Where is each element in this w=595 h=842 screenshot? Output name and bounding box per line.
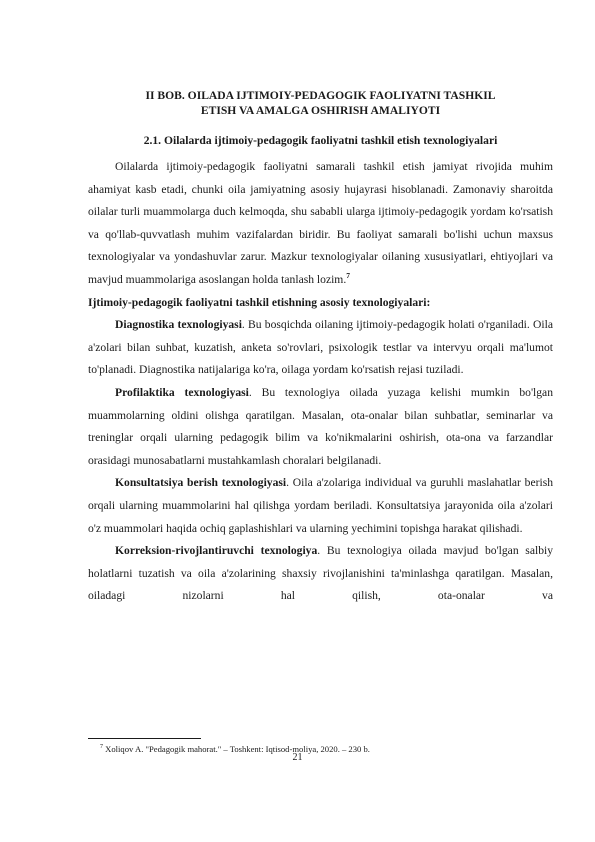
item-paragraph-consultation bbox=[88, 472, 553, 540]
page-number: 21 bbox=[292, 752, 303, 763]
page-content bbox=[88, 88, 553, 608]
item-term: Profilaktika texnologiyasi bbox=[115, 385, 249, 399]
item-paragraph-diagnostics bbox=[88, 314, 553, 382]
chapter-title-line-2: ETISH VA AMALGA OSHIRISH AMALIYOTI bbox=[200, 104, 441, 117]
chapter-title bbox=[88, 88, 553, 118]
item-term: Diagnostika texnologiyasi bbox=[115, 318, 242, 332]
item-text: . Bu bosqichda oilaning ijtimoiy-pedagogik holati o'rganiladi. Oila a'zolari bilan suhbat, kuzatish, anketa so'rovlari, psixologik testlar va intervyu orqali ma'lumot to'planadi. Diagnostika natijalariga ko'ra, oilaga yordam ko'rsatish rejasi tuziladi. bbox=[88, 318, 553, 377]
item-paragraph-correction bbox=[88, 540, 553, 608]
item-text: . Bu texnologiya oilada yuzaga kelishi mumkin bo'lgan muammolarning oldini olishga qaratilgan. Masalan, ota-onalar bilan suhbatlar, seminarlar va treninglar orqali ularning pedagogik bilim va ko'nikmalarini oshirish, ota-ona va farzandlar orasidagi munosabatlarni mustahkamlash choralari belgilanadi. bbox=[88, 385, 553, 467]
footnote-reference[interactable]: 7 bbox=[346, 271, 350, 281]
intro-paragraph bbox=[88, 156, 553, 292]
item-paragraph-prevention bbox=[88, 382, 553, 472]
footnote-number: 7 bbox=[100, 744, 103, 750]
technologies-subheading: Ijtimoiy-pedagogik faoliyatni tashkil etishning asosiy texnologiyalari: bbox=[88, 295, 431, 309]
item-term: Konsultatsiya berish texnologiyasi bbox=[115, 476, 287, 490]
section-title: 2.1. Oilalarda ijtimoiy-pedagogik faoliyatni tashkil etish texnologiyalari bbox=[143, 134, 498, 147]
intro-text: Oilalarda ijtimoiy-pedagogik faoliyatni samarali tashkil etish jamiyat rivojida muhim ahamiyat kasb etadi, chunki oila jamiyatning asosiy hujayrasi hisoblanadi. Zamonaviy sharoitda oilalar turli muammolarga duch kelmoqda, shu sababli ularga ijtimoiy-pedagogik yordam ko'rsatish va qo'llab-quvvatlash muhim vazifalardan biridir. Bu faoliyat samarali bo'lishi uchun maxsus texnologiyalar va yondashuvlar zarur. Mazkur texnologiyalar oilaning xususiyatlari, ehtiyojlari va mavjud muammolariga asoslangan holda tanlash lozim. bbox=[88, 160, 553, 286]
chapter-title-line-1: II BOB. OILADA IJTIMOIY-PEDAGOGIK FAOLIYATNI TASHKIL bbox=[145, 89, 496, 102]
item-term: Korreksion-rivojlantiruvchi texnologiya bbox=[115, 544, 318, 558]
footnote-divider bbox=[88, 738, 201, 739]
item-text: . Bu texnologiya oilada mavjud bo'lgan salbiy holatlarni tuzatish va oila a'zolarining shaxsiy rivojlanishini ta'minlashga qaratilgan. Masalan, oiladagi nizolarni hal qilish, ota-onalar va bbox=[88, 544, 554, 603]
item-text: . Oila a'zolariga individual va guruhli maslahatlar berish orqali ularning muammolarini hal qilishga yordam beriladi. Konsultatsiya jarayonida oila a'zolari o'z muammolari haqida ochiq gaplashishlari va ularning yechimini topishga harakat qilishadi. bbox=[88, 476, 554, 535]
footnote-text: Xoliqov A. "Pedagogik mahorat." – Toshkent: Iqtisod-moliya, 2020. – 230 b. bbox=[105, 743, 370, 754]
